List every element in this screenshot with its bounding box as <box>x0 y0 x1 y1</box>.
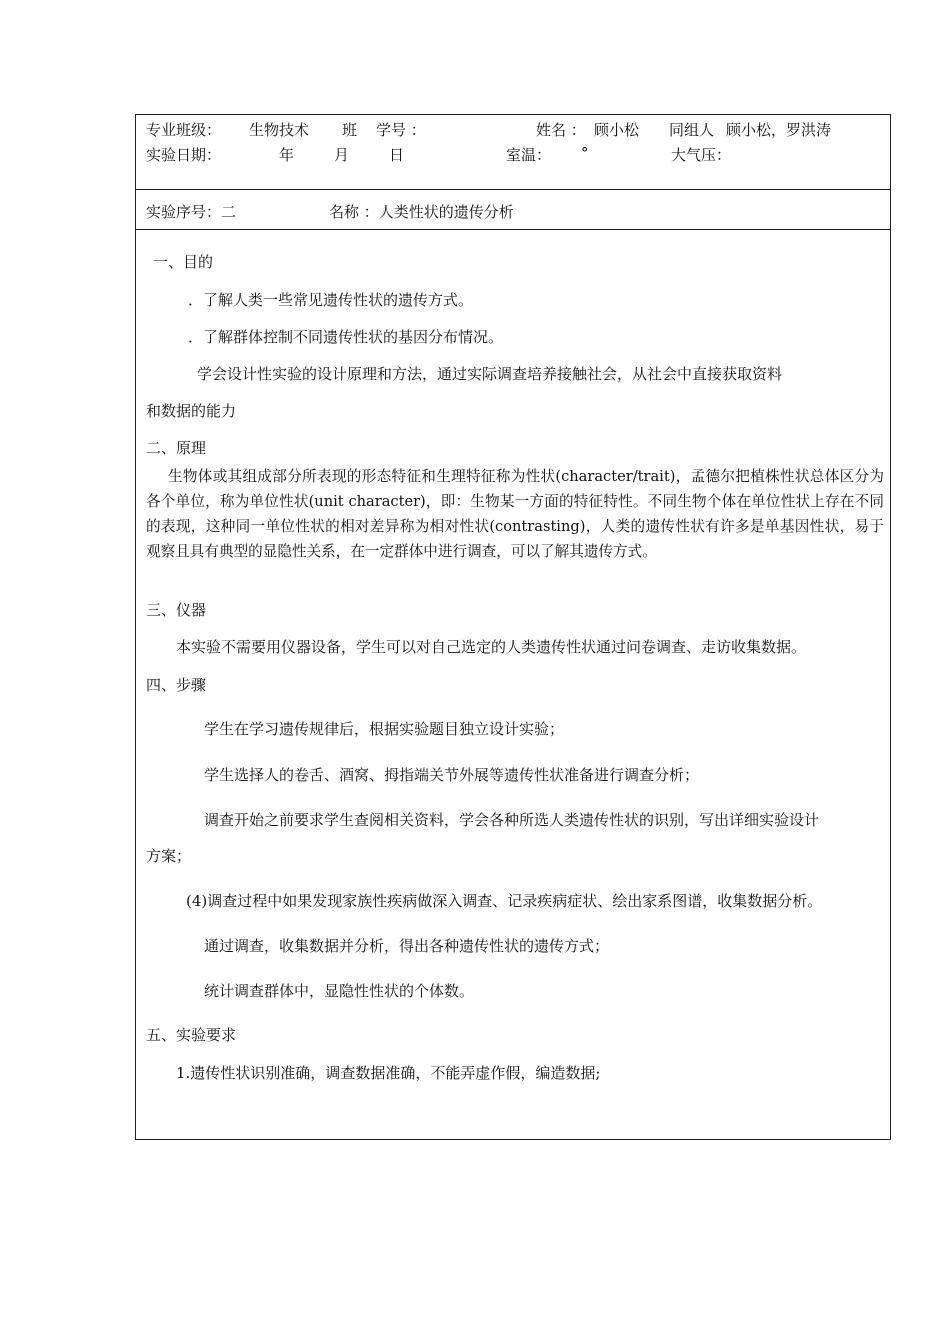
section-heading-instruments: 三、仪器 <box>146 601 207 619</box>
section-heading-requirements: 五、实验要求 <box>146 1026 237 1044</box>
student-id-label: 学号 ： <box>376 121 426 139</box>
name-value: 顾小松 <box>594 121 640 139</box>
step-item: 调查开始之前要求学生查阅相关资料，学会各种所选人类遗传性状的识别，写出详细实验设计 <box>204 811 820 829</box>
step-item: 统计调查群体中，显隐性性状的个体数。 <box>204 982 475 1000</box>
purpose-item: ．了解群体控制不同遗传性状的基因分布情况。 <box>188 328 504 346</box>
requirement-item: 1.遗传性状识别准确，调查数据准确，不能弄虚作假，编造数据; <box>176 1064 601 1082</box>
name-label: 姓名 ： <box>536 121 586 139</box>
instruments-text: 本实验不需要用仪器设备，学生可以对自己选定的人类遗传性状通过问卷调查、走访收集数据。 <box>176 638 807 656</box>
step-item: 学生选择人的卷舌、酒窝、拇指端关节外展等遗传性状准备进行调查分析； <box>204 766 700 784</box>
step-item: (4)调查过程中如果发现家族性疾病做深入调查、记录疾病症状、绘出家系图谱，收集数据分析。 <box>186 892 823 910</box>
section-heading-steps: 四、步骤 <box>146 676 207 694</box>
section-heading-principle: 二、原理 <box>146 439 207 457</box>
experiment-number: 实验序号：二 <box>146 203 237 221</box>
major-label: 专业班级： <box>146 121 222 139</box>
temp-unit: ° <box>581 144 589 162</box>
day-label: 日 <box>389 146 405 164</box>
purpose-item-cont: 和数据的能力 <box>146 402 237 420</box>
date-label: 实验日期： <box>146 146 222 164</box>
divider <box>136 189 890 190</box>
principle-text: 生物体或其组成部分所表现的形态特征和生理特征称为性状(character/trait)，孟德尔把植株性状总体区分为各个单位，称为单位性状(unit character)，即：生物某一方面的特征特性。不同生物个体在单位性状上存在不同的表现，这种同一单位性状的相对差异称为相对性状(contrasting)，人类的遗传性状有许多是单基因性状，易于观察且具有典型的显隐性关系，在一定群体中进行调查，可以了解其遗传方式。 <box>146 468 884 560</box>
step-item-cont: 方案； <box>146 847 192 865</box>
section-heading-purpose: 一、目的 <box>153 253 214 271</box>
class-label: 班 <box>342 121 358 139</box>
purpose-item: 学会设计性实验的设计原理和方法，通过实际调查培养接触社会，从社会中直接获取资料 <box>197 365 783 383</box>
step-item: 通过调查，收集数据并分析，得出各种遗传性状的遗传方式； <box>204 937 610 955</box>
purpose-item: ．了解人类一些常见遗传性状的遗传方式。 <box>188 291 474 309</box>
year-label: 年 <box>279 146 295 164</box>
step-item: 学生在学习遗传规律后，根据实验题目独立设计实验； <box>204 720 565 738</box>
room-temp-label: 室温： <box>506 146 552 164</box>
pressure-label: 大气压： <box>671 146 732 164</box>
divider <box>136 229 890 230</box>
lab-report-form <box>135 114 891 1140</box>
experiment-title: 名称 ：人类性状的遗传分析 <box>329 203 514 221</box>
group-value: 顾小松，罗洪涛 <box>726 121 832 139</box>
group-label: 同组人 <box>669 121 715 139</box>
major-value: 生物技术 <box>249 121 310 139</box>
month-label: 月 <box>334 146 350 164</box>
